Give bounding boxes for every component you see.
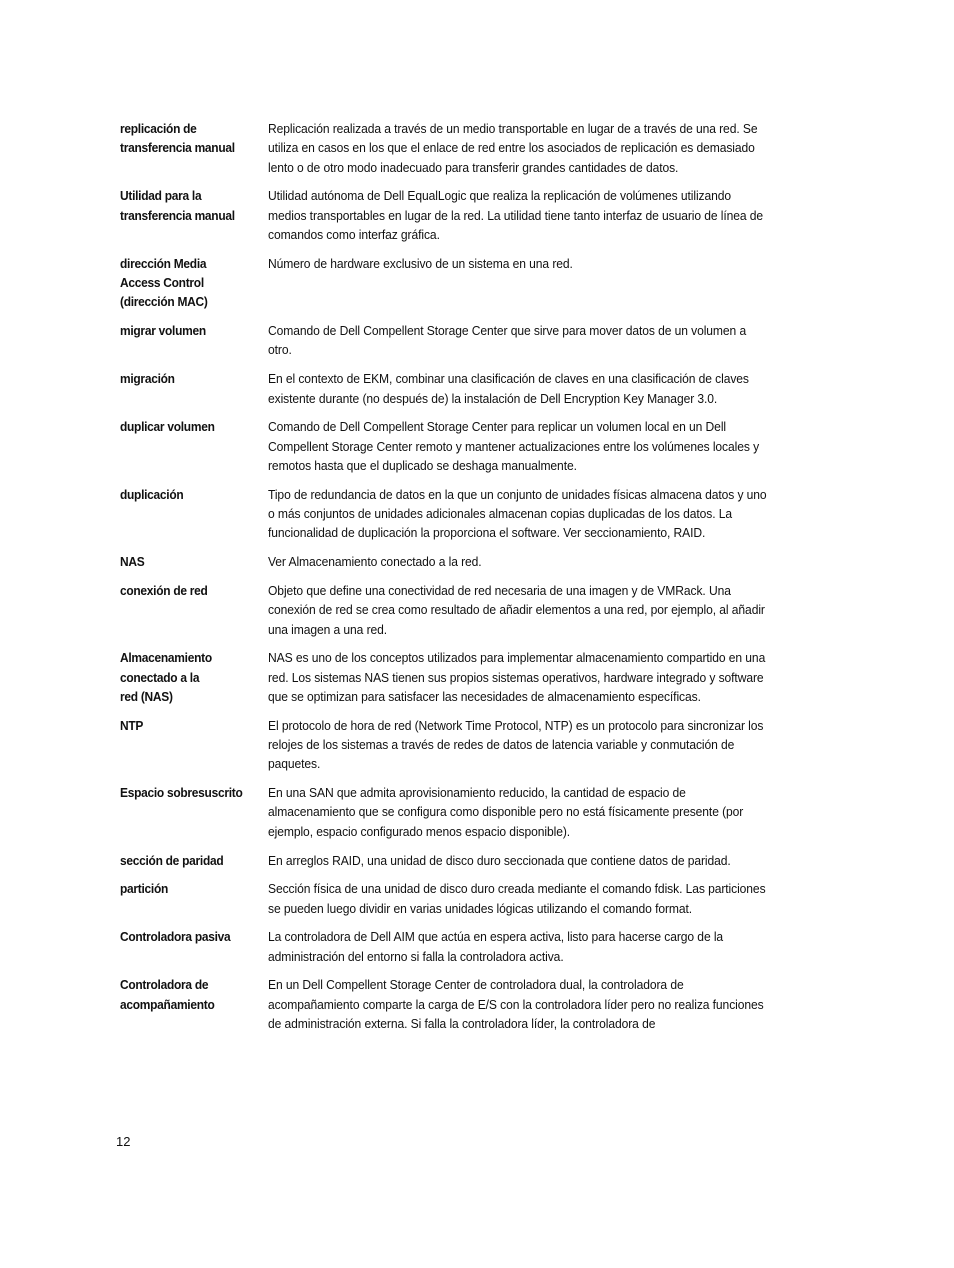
- glossary-definition: En el contexto de EKM, combinar una clasificación de claves en una clasificación de claves existente durante (no después de) la instalación de Dell Encryption Key Manager 3.0.: [268, 371, 749, 406]
- glossary-definition: Sección física de una unidad de disco duro creada mediante el comando fdisk. Las particiones se pueden luego dividir en varias unidades lógicas utilizando el comando format.: [268, 881, 766, 916]
- glossary-definition: Comando de Dell Compellent Storage Center para replicar un volumen local en un Dell Compellent Storage Center remoto y mantener actualizaciones entre los volúmenes locales y remotos hasta que el duplicado se deshaga manualmente.: [268, 419, 760, 473]
- glossary-term: Controladora de acompañamiento: [120, 977, 215, 1012]
- glossary-entry: [120, 581, 810, 639]
- glossary-entry: [120, 975, 810, 1033]
- glossary-definition: Utilidad autónoma de Dell EqualLogic que realiza la replicación de volúmenes utilizando medios transportables en lugar de la red. La utilidad tiene tanto interfaz de usuario de línea de comandos como interfaz gráfica.: [268, 188, 764, 242]
- glossary-term: migrar volumen: [120, 323, 206, 339]
- glossary-entry: [120, 369, 810, 408]
- glossary-entry: [120, 648, 810, 706]
- glossary-term: NAS: [120, 554, 145, 570]
- glossary-definition: En arreglos RAID, una unidad de disco duro seccionada que contiene datos de paridad.: [268, 852, 731, 868]
- glossary-term: partición: [120, 881, 169, 897]
- glossary-term: replicación de transferencia manual: [120, 121, 235, 156]
- glossary-definition: NAS es uno de los conceptos utilizados para implementar almacenamiento compartido en una red. Los sistemas NAS tienen sus propios sistemas operativos, hardware integrado y software que se optimizan para satisfacer las necesidades de almacenamiento específicas.: [268, 650, 766, 704]
- glossary-term: conexión de red: [120, 582, 208, 598]
- glossary-definition: Ver Almacenamiento conectado a la red.: [268, 554, 482, 570]
- glossary-definition: Objeto que define una conectividad de red necesaria de una imagen y de VMRack. Una conexión de red se crea como resultado de añadir elementos a una red, por ejemplo, al añadir una imagen a una red.: [268, 582, 765, 637]
- glossary-entry: [120, 186, 810, 244]
- glossary-definition: Replicación realizada a través de un medio transportable en lugar de a través de una red. Se utiliza en casos en los que el enlace de red entre los asociados de replicación es demasiado lento o de otro modo inadecuado para transferir grandes cantidades de datos.: [268, 121, 758, 175]
- glossary-entry: [120, 119, 810, 177]
- glossary-term: dirección Media Access Control (dirección MAC): [120, 255, 208, 310]
- glossary-definition: Número de hardware exclusivo de un sistema en una red.: [268, 255, 573, 271]
- glossary-term: duplicación: [120, 486, 184, 502]
- page-number: 12: [116, 1134, 131, 1149]
- glossary-term: sección de paridad: [120, 852, 224, 868]
- glossary-entry: [120, 851, 810, 870]
- glossary-entry: [120, 552, 810, 571]
- glossary-term: duplicar volumen: [120, 419, 215, 435]
- glossary-entry: [120, 417, 810, 475]
- glossary-term: NTP: [120, 717, 144, 733]
- glossary-entry: [120, 879, 810, 918]
- glossary-term: Utilidad para la transferencia manual: [120, 188, 235, 223]
- glossary-term: migración: [120, 371, 175, 387]
- glossary-entry: [120, 927, 810, 966]
- glossary-term: Almacenamiento conectado a la red (NAS): [120, 650, 212, 704]
- glossary-definition: En un Dell Compellent Storage Center de controladora dual, la controladora de acompañamiento comparte la carga de E/S con la controladora líder pero no realiza funciones de administración externa. Si falla la controladora líder, la controladora de: [268, 977, 764, 1032]
- glossary-definition: En una SAN que admita aprovisionamiento reducido, la cantidad de espacio de almacenamiento que se configura como disponible pero no está físicamente presente (por ejemplo, espacio configurado menos espacio disponible).: [268, 785, 744, 839]
- glossary-definition: Comando de Dell Compellent Storage Center que sirve para mover datos de un volumen a otro.: [268, 323, 747, 358]
- glossary-entry: [120, 321, 810, 360]
- glossary-definition: El protocolo de hora de red (Network Time Protocol, NTP) es un protocolo para sincronizar los relojes de los sistemas a través de redes de datos de latencia variable y conmutación de paquetes.: [268, 717, 764, 772]
- glossary-definition: Tipo de redundancia de datos en la que un conjunto de unidades físicas almacena datos y uno o más conjuntos de unidades adicionales almacenan copias duplicadas de los datos. La funcionalidad de duplicación la proporciona el software. Ver seccionamiento, RAID.: [268, 486, 767, 541]
- glossary-definition: La controladora de Dell AIM que actúa en espera activa, listo para hacerse cargo de la administración del entorno si falla la controladora activa.: [268, 929, 724, 964]
- glossary-term: Espacio sobresuscrito: [120, 785, 243, 801]
- glossary-term: Controladora pasiva: [120, 929, 231, 945]
- glossary-list: [120, 119, 810, 1043]
- glossary-entry: [120, 254, 810, 312]
- glossary-entry: [120, 716, 810, 774]
- glossary-entry: [120, 783, 810, 841]
- glossary-entry: [120, 485, 810, 543]
